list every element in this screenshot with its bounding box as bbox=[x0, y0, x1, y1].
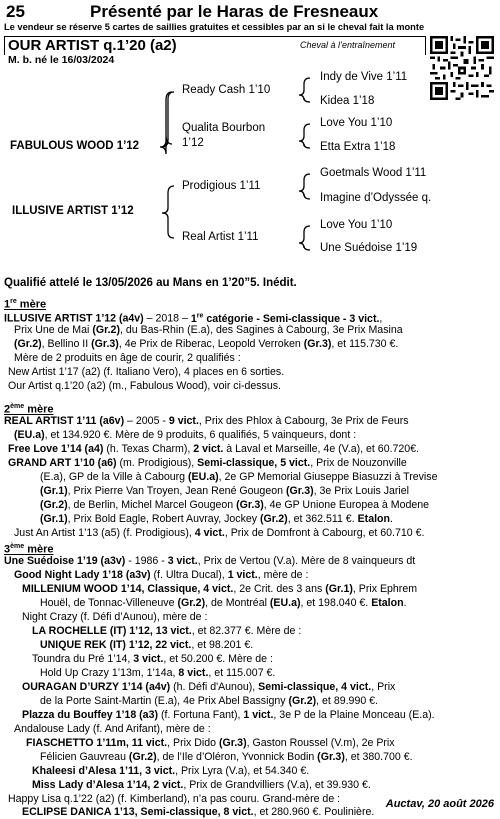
pedigree-dam: ILLUSIVE ARTIST 1’12 bbox=[12, 205, 134, 217]
pedigree-dam-dam: Real Artist 1’11 bbox=[182, 231, 259, 243]
pedigree-gen3-5: Goetmals Wood 1’11 bbox=[320, 167, 427, 179]
m3-line-13: Andalouse Lady (f. And Arifant), mère de : bbox=[14, 723, 211, 735]
m3-line-17: Miss Lady d’Alesa 1’14, 2 vict., Prix de Grandvilliers (V.a), et 39.930 €. bbox=[32, 779, 371, 791]
seller-notice: Le vendeur se réserve 5 cartes de saillies gratuites et cessibles par an si le cheval fait la monte bbox=[4, 22, 425, 32]
m3-line-3: MILLENIUM WOOD 1’14, Classique, 4 vict., 2e Crit. des 3 ans (Gr.1), Prix Ephrem bbox=[22, 583, 418, 595]
horse-name: OUR ARTIST q.1’20 (a2) bbox=[8, 37, 177, 54]
m2-line-6: (Gr.1), Prix Pierre Van Troyen, Jean René Gougeon (Gr.3), 3e Prix Louis Jariel bbox=[40, 485, 410, 497]
lot-number: 25 bbox=[6, 2, 25, 21]
footer-date: Auctav, 20 août 2026 bbox=[385, 798, 494, 810]
m3-line-7: UNIQUE REK (IT) 1’12, 22 vict., et 98.201 €. bbox=[40, 639, 254, 651]
m3-line-16: Khaleesi d’Alesa 1’11, 3 vict., Prix Lyra (V.a), et 54.340 €. bbox=[32, 765, 310, 777]
m3-line-8: Toundra du Pré 1’14, 3 vict., et 50.200 €. Mère de : bbox=[32, 653, 273, 665]
pedigree-gen3-7: Love You 1’10 bbox=[320, 219, 393, 231]
m2-line-9: Just An Artist 1’13 (a5) (f. Prodigious), 4 vict., Prix de Domfront à Cabourg, et 60.710 €. bbox=[14, 527, 425, 539]
m3-line-19: ECLIPSE DANICA 1’13, Semi-classique, 8 vict., et 280.960 €. Poulinière. bbox=[22, 806, 375, 818]
horse-birth: M. b. né le 16/03/2024 bbox=[8, 54, 115, 66]
m3-line-2: Good Night Lady 1’18 (a3v) (f. Ultra Ducal), 1 vict., mère de : bbox=[14, 569, 309, 581]
m2-line-8: (Gr.1), Prix Bold Eagle, Robert Auvray, Jockey (Gr.2), et 362.511 €. Etalon. bbox=[40, 513, 393, 525]
m1-line-2: Prix Une de Mai (Gr.2), du Bas-Rhin (E.a), des Sagines à Cabourg, 3e Prix Masina bbox=[14, 324, 403, 336]
m3-line-12: Plazza du Bouffey 1’18 (a3) (f. Fortuna Fant), 1 vict., 3e P de la Plaine Monceau (E.a). bbox=[22, 709, 435, 721]
pedigree-brace-sire bbox=[0, 0, 200, 200]
m3-line-1: Une Suédoise 1’19 (a3v) - 1986 - 3 vict., Prix de Vertou (V.a). Mère de 8 vainqueurs dt bbox=[4, 555, 416, 567]
m3-line-4: Houël, de Tonnac-Villeneuve (Gr.2), de Montréal (EU.a), et 198.040 €. Etalon. bbox=[40, 597, 407, 609]
m2-line-3: Free Love 1’14 (a4) (h. Texas Charm), 2 vict. à Laval et Marseille, 4e (V.a), et 60.720€. bbox=[8, 443, 420, 455]
m2-line-7: (Gr.2), de Berlin, Michel Marcel Gougeon (Gr.3), 4e GP Unione Europea à Modene bbox=[40, 499, 430, 511]
horse-status: Cheval à l’entraînement bbox=[300, 40, 396, 50]
pedigree-dam-sire: Prodigious 1’11 bbox=[182, 180, 261, 192]
m1-line-1: ILLUSIVE ARTIST 1’12 (a4v) – 2018 – 1re catégorie - Semi-classique - 3 vict., bbox=[4, 312, 383, 325]
pedigree-sire-dam-time: 1’12 bbox=[182, 137, 204, 149]
m3-line-18: Happy Lisa q.1’22 (a2) (f. Kimberland), n’a pas couru. Grand-mère de : bbox=[8, 793, 341, 805]
m3-line-14: FIASCHETTO 1’11m, 11 vict., Prix Dido (Gr.3), Gaston Roussel (V.m), 2e Prix bbox=[26, 737, 395, 749]
pedigree-gen3-2: Kidea 1’18 bbox=[320, 95, 375, 107]
m1-line-3: (Gr.2), Bellino II (Gr.3), 4e Prix de Riberac, Leopold Verroken (Gr.3), et 115.730 €. bbox=[14, 338, 399, 350]
pedigree-gen3-3: Love You 1’10 bbox=[320, 117, 393, 129]
m3-line-5: Night Crazy (f. Défi d’Aunou), mère de : bbox=[22, 611, 208, 623]
qualification: Qualifié attelé le 13/05/2026 au Mans en 1’20”5. Inédit. bbox=[4, 277, 297, 289]
pedigree-gen3-8: Une Suédoise 1’19 bbox=[320, 242, 418, 254]
pedigree-sire-dam-name: Qualita Bourbon bbox=[182, 122, 266, 134]
presenter-title: Présenté par le Haras de Fresneaux bbox=[90, 2, 379, 21]
m3-line-9: Hold Up Crazy 1’13m, 1’14a, 8 vict., et 115.007 €. bbox=[40, 667, 276, 679]
m2-line-1: REAL ARTIST 1’11 (a6v) – 2005 - 9 vict., Prix des Phlox à Cabourg, 3e Prix de Feurs bbox=[4, 415, 409, 427]
m3-line-6: LA ROCHELLE (IT) 1’12, 13 vict., et 82.377 €. Mère de : bbox=[32, 625, 302, 637]
m1-line-4: Mère de 2 produits en âge de courir, 2 qualifiés : bbox=[14, 352, 241, 364]
m2-line-2: (EU.a), et 134.920 €. Mère de 9 produits, 6 qualifiés, 5 vainqueurs, dont : bbox=[14, 429, 357, 441]
section-title-mere-2: 2ème mère bbox=[4, 403, 54, 416]
pedigree-sire: FABULOUS WOOD 1’12 bbox=[10, 140, 140, 152]
m2-line-5: (E.a), GP de la Ville à Cabourg (EU.a), 2e GP Memorial Giuseppe Biasuzzi à Trevise bbox=[40, 471, 438, 483]
pedigree-gen3-6: Imagine d’Odyssée q. bbox=[320, 192, 432, 204]
pedigree-sire-sire: Ready Cash 1’10 bbox=[182, 84, 271, 96]
m1-line-6: Our Artist q.1’20 (a2) (m., Fabulous Wood), voir ci-dessus. bbox=[8, 380, 281, 392]
m3-line-15: Félicien Gauvreau (Gr.2), de l’Ile d’Oléron, Yvonnick Bodin (Gr.3), et 380.700 €. bbox=[40, 751, 413, 763]
section-title-mere-1: 1re mère bbox=[4, 298, 47, 311]
m3-line-11: de la Porte Saint-Martin (E.a), 4e Prix Abel Bassigny (Gr.2), et 89.990 €. bbox=[40, 695, 379, 707]
m3-line-10: OURAGAN D’URZY 1’14 (a4v) (h. Défi d'Aunou), Semi-classique, 4 vict., Prix bbox=[22, 681, 396, 693]
pedigree-gen3-4: Etta Extra 1’18 bbox=[320, 141, 396, 153]
pedigree-gen3-1: Indy de Vive 1’11 bbox=[320, 71, 408, 83]
m2-line-4: GRAND ART 1’10 (a6) (m. Prodigious), Semi-classique, 5 vict., Prix de Nouzonville bbox=[8, 457, 407, 469]
section-title-mere-3: 3ème mère bbox=[4, 543, 54, 556]
m1-line-5: New Artist 1’17 (a2) (f. Italiano Vero), 4 places en 6 sorties. bbox=[8, 366, 285, 378]
